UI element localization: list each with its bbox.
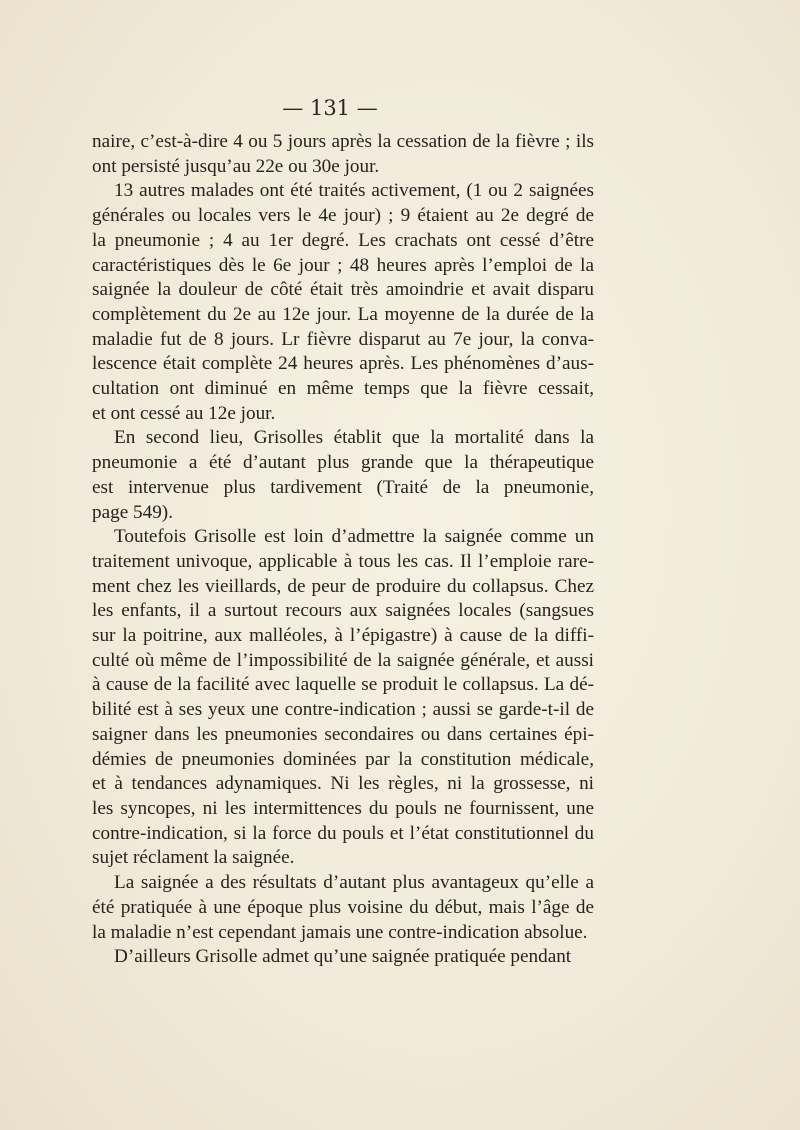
text-line: bilité est à ses yeux une contre-indication ; aussi se garde-t-il de <box>92 699 594 721</box>
text-line: complètement du 2e au 12e jour. La moyenne de la durée de la <box>92 303 594 325</box>
paragraph <box>92 426 594 525</box>
text-line: maladie fut de 8 jours. Lr fièvre disparut au 7e jour, la conva- <box>92 328 594 350</box>
text-line: naire, c’est-à-dire 4 ou 5 jours après la cessation de la fièvre ; ils <box>92 131 594 152</box>
text-line: La saignée a des résultats d’autant plus avantageux qu’elle a <box>114 872 594 894</box>
paragraph <box>92 130 594 179</box>
text-line: et à tendances adynamiques. Ni les règles, ni la grossesse, ni <box>92 773 594 795</box>
text-line: caractéristiques dès le 6e jour ; 48 heures après l’emploi de la <box>92 254 594 276</box>
text-line: sur la poitrine, aux malléoles, à l’épigastre) à cause de la diffi- <box>92 625 594 647</box>
text-line: à cause de la facilité avec laquelle se produit le collapsus. La dé- <box>92 674 594 696</box>
paragraph <box>92 871 594 945</box>
text-line: les enfants, il a surtout recours aux saignées locales (sangsues <box>92 600 594 622</box>
text-line: lescence était complète 24 heures après. Les phénomènes d’aus- <box>92 353 594 375</box>
text-line: ment chez les vieillards, de peur de produire du collapsus. Chez <box>92 575 594 597</box>
text-line: cultation ont diminué en même temps que la fièvre cessait, <box>92 378 594 400</box>
text-line: traitement univoque, applicable à tous les cas. Il l’emploie rare- <box>92 550 594 572</box>
text-line: Toutefois Grisolle est loin d’admettre la saignée comme un <box>114 526 594 548</box>
paragraph <box>92 525 594 871</box>
body-text <box>92 130 594 970</box>
text-line: générales ou locales vers le 4e jour) ; 9 étaient au 2e degré de <box>92 205 594 227</box>
text-line: et ont cessé au 12e jour. <box>92 402 276 424</box>
text-line: contre-indication, si la force du pouls et l’état constitutionnel du <box>92 822 594 844</box>
text-line: la pneumonie ; 4 au 1er degré. Les crachats ont cessé d’être <box>92 229 594 251</box>
paragraph <box>92 179 594 426</box>
text-line: sujet réclament la saignée. <box>92 847 295 869</box>
text-line: les syncopes, ni les intermittences du pouls ne fournissent, une <box>92 797 594 819</box>
text-line: est intervenue plus tardivement (Traité de la pneumonie, <box>92 476 594 498</box>
text-line: D’ailleurs Grisolle admet qu’une saignée pratiquée pendant <box>114 946 572 968</box>
paragraph <box>92 945 594 970</box>
text-line: ont persisté jusqu’au 22e ou 30e jour. <box>92 155 380 177</box>
text-line: saigner dans les pneumonies secondaires ou dans certaines épi- <box>92 723 594 745</box>
text-line: page 549). <box>92 501 173 523</box>
text-line: culté où même de l’impossibilité de la saignée générale, et aussi <box>92 649 594 671</box>
page-number: — 131 — <box>282 96 378 120</box>
text-line: 13 autres malades ont été traités activement, (1 ou 2 saignées <box>114 180 594 202</box>
text-line: démies de pneumonies dominées par la constitution médicale, <box>92 748 594 770</box>
text-line: été pratiquée à une époque plus voisine du début, mais l’âge de <box>92 896 594 918</box>
text-line: saignée la douleur de côté était très amoindrie et avait disparu <box>92 279 594 301</box>
text-line: En second lieu, Grisolles établit que la mortalité dans la <box>114 427 594 449</box>
text-line: pneumonie a été d’autant plus grande que la thérapeutique <box>92 452 594 474</box>
text-line: la maladie n’est cependant jamais une contre-indication absolue. <box>92 921 588 943</box>
